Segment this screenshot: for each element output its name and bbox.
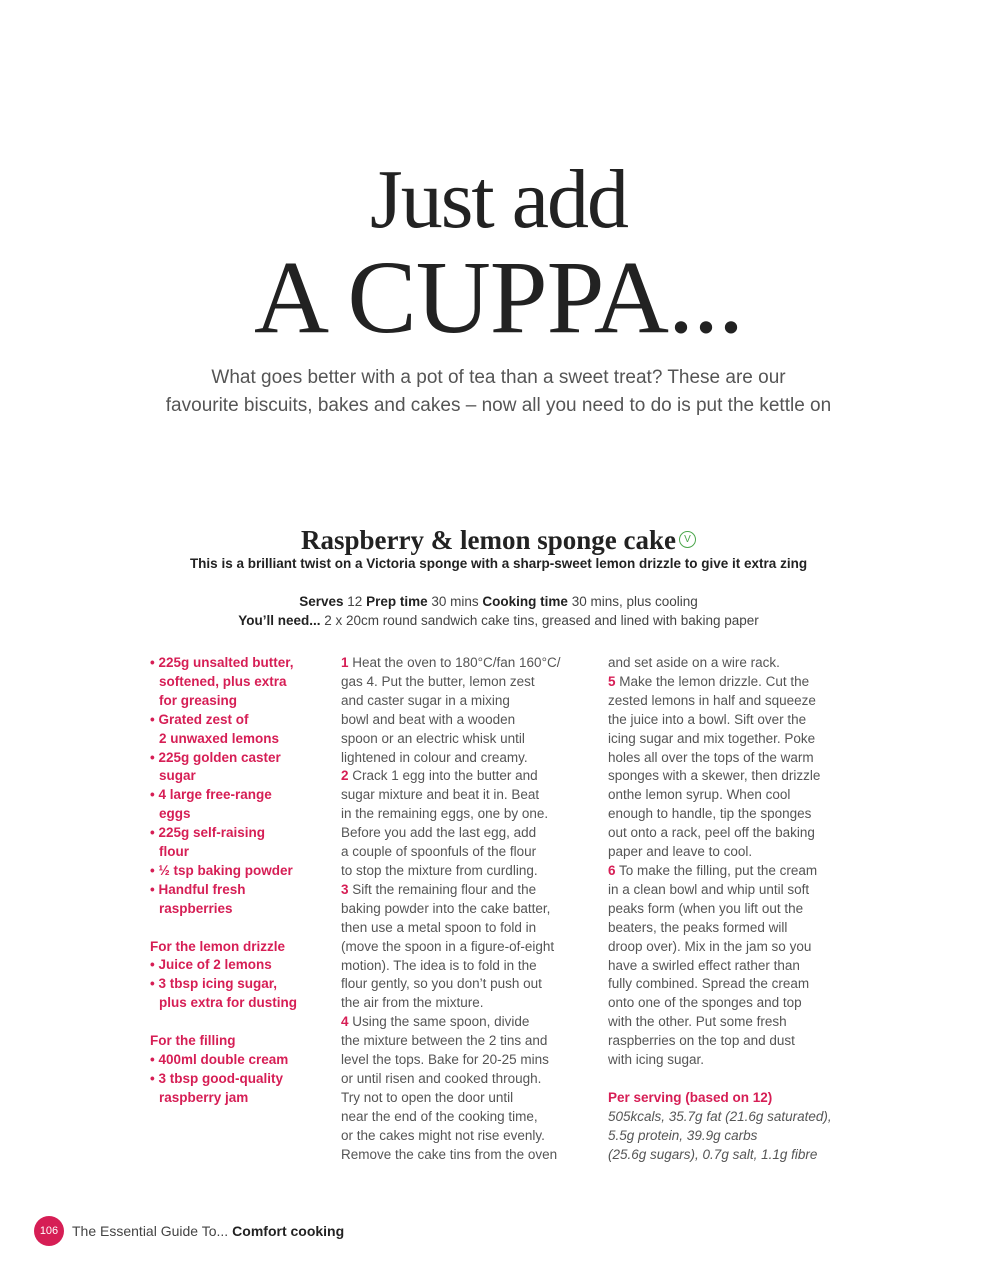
- method-line: [608, 994, 848, 1013]
- method-column-1: [341, 654, 581, 1164]
- method-line: [608, 654, 848, 673]
- ingredient-line: • Handful fresh: [150, 881, 246, 897]
- method-line: [608, 957, 848, 976]
- ingredients-list: [150, 654, 320, 1108]
- ingredient-line: • Grated zest of: [150, 711, 249, 727]
- page-footer: [34, 1216, 344, 1246]
- method-text: Sift the remaining flour and the: [352, 881, 537, 897]
- method-line: [608, 843, 848, 862]
- method-line: [341, 749, 581, 768]
- ingredient-line: • 225g self-raising: [150, 825, 266, 841]
- method-line: [341, 673, 581, 692]
- method-column-2: [608, 654, 848, 1164]
- method-text: icing sugar and mix together. Poke: [608, 730, 816, 746]
- method-line: [608, 1051, 848, 1070]
- headline-line-2: A CUPPA...: [253, 240, 744, 355]
- method-line: [341, 1108, 581, 1127]
- method-text: To make the filling, put the cream: [619, 862, 818, 878]
- method-text: sugar mixture and beat it in. Beat: [341, 787, 540, 803]
- spacer: [608, 1070, 848, 1089]
- method-text: then use a metal spoon to fold in: [341, 919, 537, 935]
- equipment: [0, 611, 997, 630]
- method-line: [341, 1146, 581, 1165]
- method-text: zested lemons in half and squeeze: [608, 692, 816, 708]
- footer-series: The Essential Guide To...: [72, 1223, 229, 1239]
- method-text: Remove the cake tins from the oven: [341, 1146, 558, 1162]
- method-text: beaters, the peaks formed will: [608, 919, 788, 935]
- method-line: [608, 975, 848, 994]
- ingredient-line: flour: [159, 844, 189, 860]
- method-line: [341, 805, 581, 824]
- per-serving-line: 5.5g protein, 39.9g carbs: [608, 1127, 758, 1143]
- method-line: [341, 692, 581, 711]
- method-text: gas 4. Put the butter, lemon zest: [341, 673, 535, 689]
- step-number: 4: [341, 1014, 349, 1030]
- method-text: and caster sugar in a mixing: [341, 692, 510, 708]
- ingredient-line: • ½ tsp baking powder: [150, 862, 293, 878]
- method-text: bowl and beat with a wooden: [341, 711, 516, 727]
- method-text: onto one of the sponges and top: [608, 995, 802, 1011]
- method-line: [341, 711, 581, 730]
- ingredient-line: • 3 tbsp good-quality: [150, 1070, 283, 1086]
- per-serving-line: (25.6g sugars), 0.7g salt, 1.1g fibre: [608, 1146, 818, 1162]
- method-text: the air from the mixture.: [341, 995, 484, 1011]
- method-line: [341, 919, 581, 938]
- method-text: have a swirled effect rather than: [608, 957, 800, 973]
- method-text: lightened in colour and creamy.: [341, 749, 528, 765]
- method-line: [341, 843, 581, 862]
- method-text: out onto a rack, peel off the baking: [608, 825, 815, 841]
- method-line: [341, 975, 581, 994]
- method-line: [341, 1127, 581, 1146]
- ingredient-line: raspberry jam: [159, 1089, 249, 1105]
- method-line: [608, 1013, 848, 1032]
- method-text: peaks form (when you lift out the: [608, 900, 804, 916]
- method-text: droop over). Mix in the jam so you: [608, 938, 812, 954]
- spacer: [150, 919, 320, 938]
- recipe-subtitle: This is a brilliant twist on a Victoria sponge with a sharp-sweet lemon drizzle to give it extra zing: [189, 556, 808, 571]
- method-line: [341, 900, 581, 919]
- method-text: the mixture between the 2 tins and: [341, 1033, 548, 1049]
- method-text: enough to handle, tip the sponges: [608, 806, 812, 822]
- ingredient-line: softened, plus extra: [159, 673, 287, 689]
- intro-line: What goes better with a pot of tea than a sweet treat? These are our: [211, 367, 786, 388]
- method-line: [608, 824, 848, 843]
- serves-label: Serves: [299, 594, 344, 609]
- method-text: a couple of spoonfuls of the flour: [341, 844, 537, 860]
- method-text: Crack 1 egg into the butter and: [352, 768, 538, 784]
- method-line: [608, 805, 848, 824]
- prep-label: Prep time: [366, 594, 428, 609]
- method-text: near the end of the cooking time,: [341, 1108, 538, 1124]
- cook-value: 30 mins, plus cooling: [571, 594, 698, 609]
- intro-text: [100, 364, 897, 420]
- method-text: fully combined. Spread the cream: [608, 976, 810, 992]
- step-number: 5: [608, 673, 616, 689]
- spacer: [150, 1013, 320, 1032]
- method-line: [341, 654, 581, 673]
- method-line: [341, 767, 581, 786]
- method-line: [608, 730, 848, 749]
- ingredient-line: • Juice of 2 lemons: [150, 957, 272, 973]
- ingredient-line: • 225g unsalted butter,: [150, 655, 294, 670]
- method-line: [608, 881, 848, 900]
- equipment-value: 2 x 20cm round sandwich cake tins, greased and lined with baking paper: [324, 613, 759, 628]
- method-line: [341, 1013, 581, 1032]
- ingredient-line: eggs: [159, 806, 191, 822]
- per-serving-heading: Per serving (based on 12): [608, 1089, 773, 1105]
- method-line: [341, 1032, 581, 1051]
- method-text: motion). The idea is to fold in the: [341, 957, 537, 973]
- method-line: [608, 749, 848, 768]
- method-text: Before you add the last egg, add: [341, 825, 537, 841]
- method-text: to stop the mixture from curdling.: [341, 862, 538, 878]
- prep-value: 30 mins: [431, 594, 479, 609]
- method-line: [608, 786, 848, 805]
- method-line: [608, 862, 848, 881]
- vegetarian-icon: V: [679, 531, 696, 548]
- serves-value: 12: [347, 594, 363, 609]
- ingredient-line: • 3 tbsp icing sugar,: [150, 976, 278, 992]
- method-text: in the remaining eggs, one by one.: [341, 806, 549, 822]
- method-line: [341, 881, 581, 900]
- ingredient-line: • 400ml double cream: [150, 1052, 289, 1067]
- method-line: [608, 919, 848, 938]
- method-line: [341, 1070, 581, 1089]
- method-text: sponges with a skewer, then drizzle: [608, 768, 821, 784]
- method-text: the juice into a bowl. Sift over the: [608, 711, 807, 727]
- method-text: baking powder into the cake batter,: [341, 900, 551, 916]
- ingredient-line: plus extra for dusting: [159, 995, 298, 1011]
- footer-section: Comfort cooking: [232, 1223, 345, 1239]
- method-line: [608, 711, 848, 730]
- method-line: [608, 673, 848, 692]
- equipment-label: You’ll need...: [238, 613, 321, 628]
- ingredient-line: • 225g golden caster: [150, 749, 281, 765]
- ingredient-line: 2 unwaxed lemons: [159, 730, 280, 746]
- cook-label: Cooking time: [482, 594, 568, 609]
- method-line: [341, 824, 581, 843]
- page-number: 106: [34, 1216, 64, 1246]
- method-text: paper and leave to cool.: [608, 844, 753, 860]
- method-text: and set aside on a wire rack.: [608, 655, 780, 670]
- ingredient-line: sugar: [159, 768, 196, 784]
- method-line: [608, 900, 848, 919]
- per-serving-line: 505kcals, 35.7g fat (21.6g saturated),: [608, 1108, 832, 1124]
- method-text: onthe lemon syrup. When cool: [608, 787, 791, 803]
- step-number: 3: [341, 881, 349, 897]
- method-line: [341, 994, 581, 1013]
- method-line: [608, 692, 848, 711]
- recipe-meta: [0, 592, 997, 630]
- ingredient-group-heading: For the filling: [150, 1033, 236, 1049]
- step-number: 6: [608, 862, 616, 878]
- method-text: flour gently, so you don’t push out: [341, 976, 542, 992]
- method-text: Heat the oven to 180°C/fan 160°C/: [352, 655, 561, 670]
- ingredient-line: raspberries: [159, 900, 233, 916]
- method-text: Using the same spoon, divide: [352, 1014, 530, 1030]
- ingredient-line: • 4 large free-range: [150, 787, 272, 803]
- method-line: [341, 1051, 581, 1070]
- method-text: with the other. Put some fresh: [608, 1014, 787, 1030]
- step-number: 1: [341, 655, 349, 670]
- method-text: level the tops. Bake for 20-25 mins: [341, 1052, 549, 1068]
- recipe-times: [0, 592, 997, 611]
- method-text: in a clean bowl and whip until soft: [608, 881, 810, 897]
- method-line: [341, 938, 581, 957]
- method-line: [341, 1089, 581, 1108]
- recipe-title-text: Raspberry & lemon sponge cake: [301, 525, 676, 555]
- method-text: or until risen and cooked through.: [341, 1070, 542, 1086]
- method-line: [341, 730, 581, 749]
- method-text: holes all over the tops of the warm: [608, 749, 814, 765]
- headline-line-1: Just add: [370, 153, 627, 246]
- ingredient-line: for greasing: [159, 692, 238, 708]
- ingredient-group-heading: For the lemon drizzle: [150, 938, 286, 954]
- method-line: [341, 862, 581, 881]
- method-text: or the cakes might not rise evenly.: [341, 1127, 545, 1143]
- method-line: [341, 957, 581, 976]
- method-line: [608, 938, 848, 957]
- method-line: [608, 767, 848, 786]
- method-column-2-steps: [608, 654, 848, 1070]
- method-text: Make the lemon drizzle. Cut the: [619, 673, 810, 689]
- intro-line: favourite biscuits, bakes and cakes – now all you need to do is put the kettle on: [165, 395, 832, 416]
- method-line: [341, 786, 581, 805]
- method-text: raspberries on the top and dust: [608, 1033, 795, 1049]
- method-text: Try not to open the door until: [341, 1089, 514, 1105]
- step-number: 2: [341, 768, 349, 784]
- method-text: spoon or an electric whisk until: [341, 730, 525, 746]
- method-text: (move the spoon in a figure-of-eight: [341, 938, 555, 954]
- method-line: [608, 1032, 848, 1051]
- method-text: with icing sugar.: [608, 1052, 705, 1068]
